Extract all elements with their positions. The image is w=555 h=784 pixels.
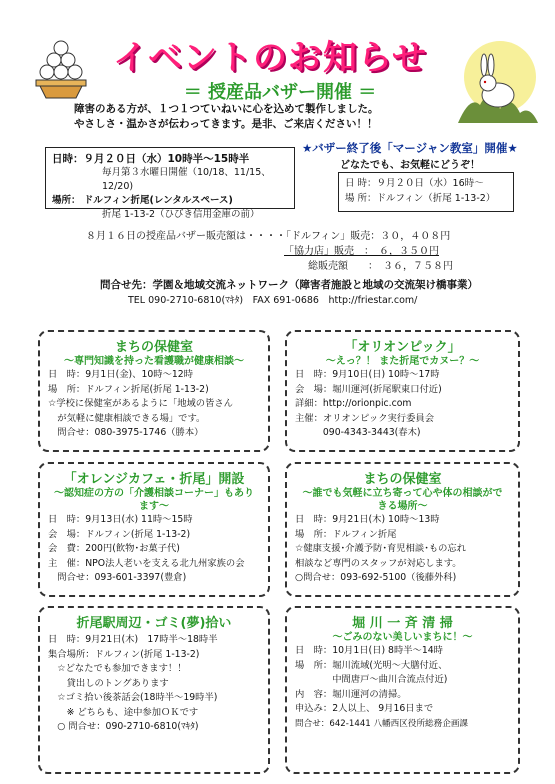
card-subtitle: ～認知症の方の「介護相談コーナー」もあります～: [54, 488, 254, 512]
intro-text: [74, 102, 379, 132]
card-line: 日 時：9月21日(木) 10時～13時: [295, 514, 440, 525]
card-line: 場 所：ドルフィン折尾: [295, 528, 397, 540]
card-line: 日 時：9月10日(日) 10時～17時: [295, 369, 440, 380]
contact-line-2: TEL 090-2710-6810(ﾏｷﾀ) FAX 691-0686 http://friestar.com/: [128, 295, 418, 306]
event-card-health-room-1: [38, 330, 270, 452]
dango-illustration: [30, 40, 92, 100]
card-line: 問合せ：093-601-3397(豊倉): [48, 572, 187, 583]
moon-rabbit-illustration: [450, 35, 542, 125]
card-title: 「オレンジカフェ・折尾」開設: [63, 472, 245, 487]
sales-line-1: ８月１６日の授産品バザー販売額は・・・・「ドルフィン」販売：３０，４０８円: [86, 231, 451, 242]
card-line: 日 時：9月21日(木) 17時半～18時半: [48, 634, 218, 645]
card-line: ○問合せ：093-692-5100（後藤外科): [295, 572, 457, 583]
card-line: 問合せ：080-3975-1746（勝本）: [48, 427, 204, 438]
bazaar-address: 折尾 1-13-2（ひびき信用金庫の前）: [102, 209, 260, 220]
card-line: ☆どなたでも参加できます！！: [48, 663, 187, 674]
card-line: が気軽に健康相談できる場」です。: [48, 412, 206, 424]
mahjong-title: ★バザー終了後「マージャン教室」開催★: [302, 141, 518, 155]
card-line: 場 所：堀川流域(光明～大膳付近、: [295, 659, 448, 671]
event-card-orange-cafe: [38, 462, 270, 597]
sales-total: 総販売額 ： ３６，７５８円: [308, 261, 453, 272]
card-line: 相談など専門のスタッフが対応します。: [295, 557, 462, 569]
card-line: 主 催：NPO法人老いを支える北九州家族の会: [48, 557, 245, 569]
card-line: ※ どちらも、途中参加ＯＫです: [48, 706, 199, 718]
card-title: 堀 川 一 斉 清 掃: [352, 616, 453, 631]
card-line: 中間唐戸～曲川合流点付近): [295, 674, 448, 685]
bazaar-schedule-box: [45, 147, 295, 220]
event-card-health-room-2: [285, 462, 520, 597]
page-subtitle: ＝ 授産品バザー開催 ＝: [183, 82, 377, 103]
card-title: 折尾駅周辺・ゴミ(夢)拾い: [76, 616, 232, 631]
bazaar-date: 日時：９月２０日（水）10時半～15時半: [52, 153, 250, 165]
card-line: 申込み：2人以上、 9月16日まで: [295, 703, 434, 714]
card-line: ○ 問合せ：090-2710-6810(ﾏｷﾀ): [48, 721, 199, 732]
text-line: やさしさ・温かさが伝わってきます。是非、ご来店ください！！: [74, 118, 378, 130]
card-line: 会 場：堀川運河(折尾駅東口付近): [295, 383, 442, 395]
event-card-trash-pickup: [38, 606, 270, 774]
card-line: 貸出しのトングあります: [48, 677, 169, 689]
sales-line-2: 「協力店」販売 ： ６，３５０円: [284, 246, 439, 257]
bazaar-place: 場所： ドルフィン折尾(レンタルスペース): [52, 195, 233, 206]
mahjong-sub: どなたでも、お気軽にどうぞ！: [340, 160, 480, 171]
card-subtitle: ～えっ？！ また折尾でカヌー？～: [325, 356, 480, 367]
card-line: 問合せ：642-1441 八幡西区役所総務企画課: [295, 718, 469, 729]
contact-line-1: 問合せ先：学園＆地域交流ネットワーク（障害者施設と地域の交流架け橋事業）: [100, 279, 478, 291]
card-line[interactable]: 詳細：http://orionpic.com: [295, 398, 412, 409]
event-card-horikawa-cleanup: [285, 606, 520, 774]
mahjong-box: [338, 172, 514, 212]
card-subtitle: ～専門知識を持った看護職が健康相談～: [64, 356, 244, 367]
mahjong-place: 場 所：ドルフィン（折尾 1-13-2）: [345, 193, 496, 204]
card-subtitle: ～ごみのない美しいまちに！～: [332, 632, 473, 643]
card-line: 日 時：10月1日(日) 8時半～14時: [295, 645, 443, 656]
card-line: 会 費：200円(飲物･お菓子代): [48, 543, 180, 554]
card-subtitle: ～誰でも気軽に立ち寄って心や体の相談ができる場所～: [302, 488, 503, 512]
event-card-orionpic: [285, 330, 520, 452]
card-line: 日 時：9月1日(金)、10時～12時: [48, 369, 194, 380]
card-title: まちの保健室: [114, 340, 193, 355]
text-line: 障害のある方が、１つ１つていねいに心を込めて製作しました。: [74, 103, 379, 115]
card-title: まちの保健室: [363, 472, 442, 487]
page-title: イベントのお知らせ: [113, 38, 427, 78]
card-line: 会 場：ドルフィン(折尾 1-13-2): [48, 528, 191, 540]
bazaar-note: 毎月第３水曜日開催（10/18、11/15、12/20): [102, 167, 271, 192]
card-line: 内 容：堀川運河の清掃。: [295, 688, 407, 700]
card-line: 集合場所：ドルフィン(折尾 1-13-2): [48, 648, 200, 660]
card-line: ☆ゴミ拾い後茶話会(18時半～19時半): [48, 692, 218, 703]
card-line: ☆学校に保健室があるように「地域の皆さん: [48, 398, 233, 409]
card-line: 日 時：9月13日(水) 11時～15時: [48, 514, 193, 525]
card-title: 「オリオンピック」: [344, 340, 461, 355]
card-line: 090-4343-3443(春木): [295, 427, 421, 438]
card-line: 場 所：ドルフィン折尾(折尾 1-13-2): [48, 383, 209, 395]
card-line: 主催：オリオンピック実行委員会: [295, 412, 434, 424]
card-line: ☆健康支援･介護予防･育児相談･もの忘れ: [295, 543, 467, 554]
mahjong-date: 日 時：９月２０日（水）16時～: [345, 178, 484, 189]
